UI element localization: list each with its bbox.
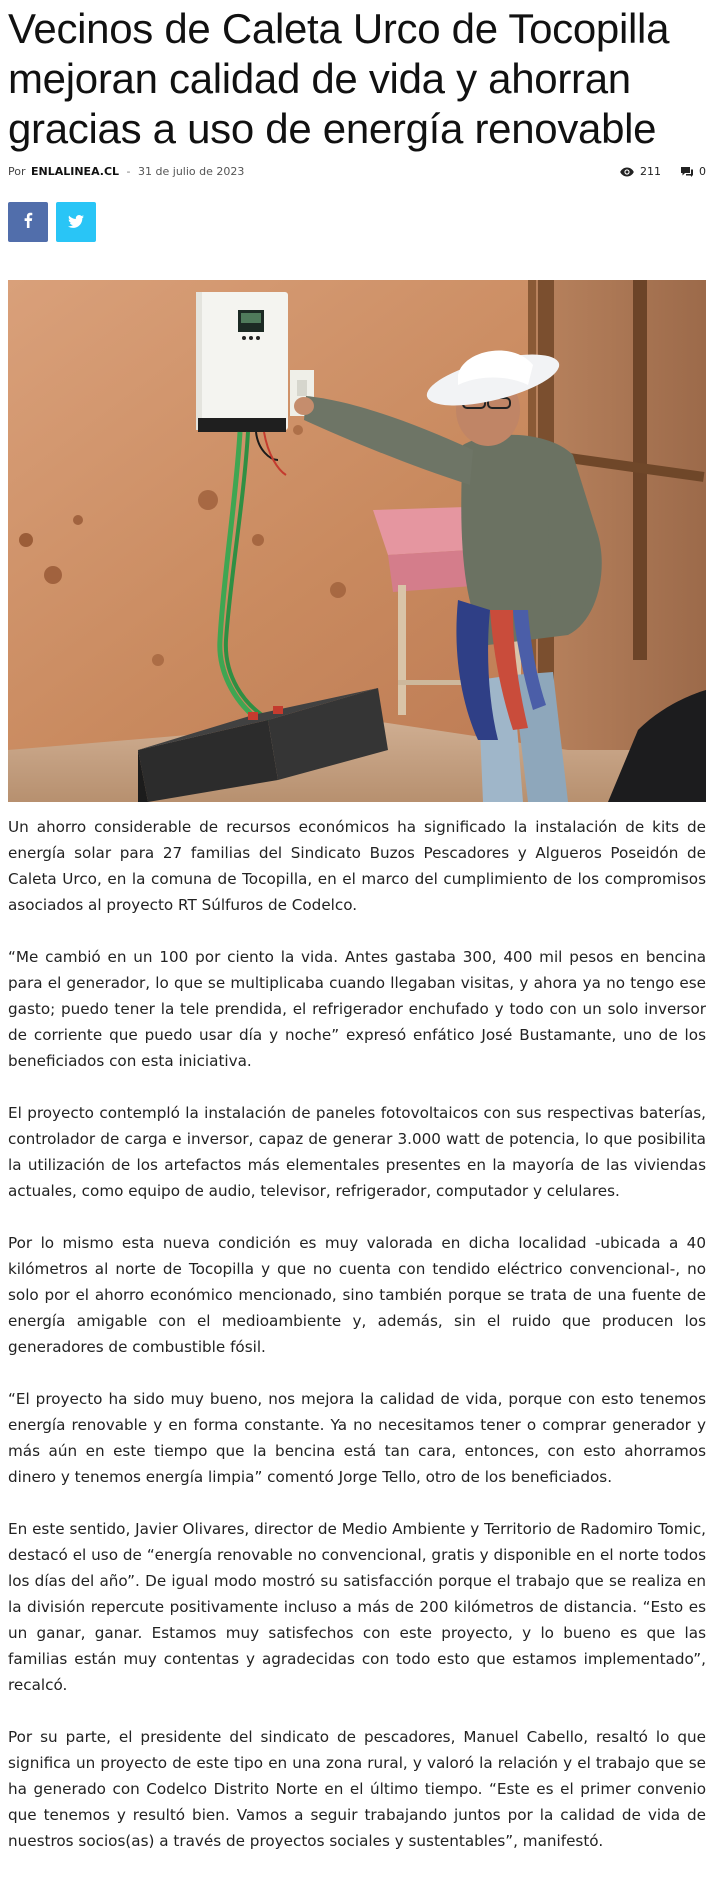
article-title: Vecinos de Caleta Urco de Tocopilla mejoran calidad de vida y ahorran gracias a uso de energía renovable bbox=[8, 5, 670, 152]
article-paragraph: El proyecto contempló la instalación de paneles fotovoltaicos con sus respectivas baterías, controlador de carga e inversor, capaz de generar 3.000 watt de potencia, lo que posibilita la utilización de los artefactos más elementales presentes en la mayoría de las viviendas actuales, como equipo de audio, televisor, refrigerador, computador y celulares. bbox=[8, 1104, 706, 1200]
article-page bbox=[8, 0, 706, 1880]
publish-date: 31 de julio de 2023 bbox=[138, 165, 245, 178]
article-meta bbox=[8, 162, 706, 182]
article-photo bbox=[8, 280, 706, 802]
article-body bbox=[8, 814, 706, 1854]
byline-prefix: Por bbox=[8, 165, 26, 178]
facebook-share-button[interactable] bbox=[8, 202, 48, 242]
article-paragraph: En este sentido, Javier Olivares, director de Medio Ambiente y Territorio de Radomiro Tomic, destacó el uso de “energía renovable no convencional, gratis y disponible en el norte todos los días del año”. De igual modo mostró su satisfacción porque el trabajo que se realiza en la división repercute positivamente incluso a más de 200 kilómetros de distancia. “Esto es un ganar, ganar. Estamos muy satisfechos con este proyecto, y lo bueno es que las familias están muy contentas y agradecidas con todo esto que estamos implementado”, recalcó. bbox=[8, 1520, 706, 1694]
eye-icon bbox=[620, 167, 634, 177]
article-paragraph: Por su parte, el presidente del sindicato de pescadores, Manuel Cabello, resaltó lo que significa un proyecto de este tipo en una zona rural, y valoró la relación y el trabajo que se ha generado con Codelco Distrito Norte en el último tiempo. “Este es el primer convenio que tenemos y resultó bien. Vamos a seguir trabajando juntos por la calidad de vida de nuestros socios(as) a través de proyectos sociales y sustentables”, manifestó. bbox=[8, 1728, 706, 1850]
article-paragraph: Un ahorro considerable de recursos económicos ha significado la instalación de kits de energía solar para 27 familias del Sindicato Buzos Pescadores y Algueros Poseidón de Caleta Urco, en la comuna de Tocopilla, en el marco del cumplimiento de los compromisos asociados al proyecto RT Súlfuros de Codelco. bbox=[8, 818, 706, 914]
share-buttons bbox=[8, 202, 706, 242]
comments-counter[interactable] bbox=[681, 162, 706, 182]
article-stats bbox=[620, 162, 706, 182]
article-paragraph: Por lo mismo esta nueva condición es muy valorada en dicha localidad -ubicada a 40 kilómetros al norte de Tocopilla y que no cuenta con tendido eléctrico convencional-, no solo por el ahorro económico mencionado, sino también porque se trata de una fuente de energía amigable con el medioambiente y, además, sin el ruido que producen los generadores de combustible fósil. bbox=[8, 1234, 706, 1356]
views-counter bbox=[620, 162, 661, 182]
author-link[interactable]: ENLALINEA.CL bbox=[31, 165, 120, 178]
article-paragraph: “Me cambió en un 100 por ciento la vida. Antes gastaba 300, 400 mil pesos en bencina para el generador, lo que se multiplicaba cuando llegaban visitas, y ahora ya no tengo ese gasto; puedo tener la tele prendida, el refrigerador enchufado y todo con un solo inversor de corriente que puedo usar día y noche” expresó enfático José Bustamante, uno de los beneficiados con esta iniciativa. bbox=[8, 948, 706, 1070]
comment-icon bbox=[681, 167, 693, 177]
twitter-icon bbox=[68, 213, 84, 232]
comments-count: 0 bbox=[699, 165, 706, 178]
byline-separator: - bbox=[126, 165, 131, 178]
twitter-share-button[interactable] bbox=[56, 202, 96, 242]
views-count: 211 bbox=[640, 165, 661, 178]
facebook-icon bbox=[23, 212, 33, 232]
article-paragraph: “El proyecto ha sido muy bueno, nos mejora la calidad de vida, porque con esto tenemos energía renovable y en forma constante. Ya no necesitamos tener o comprar generador y más aún en este tiempo que la bencina está tan cara, entonces, con esto ahorramos dinero y tenemos energía limpia” comentó Jorge Tello, otro de los beneficiados. bbox=[8, 1390, 706, 1486]
